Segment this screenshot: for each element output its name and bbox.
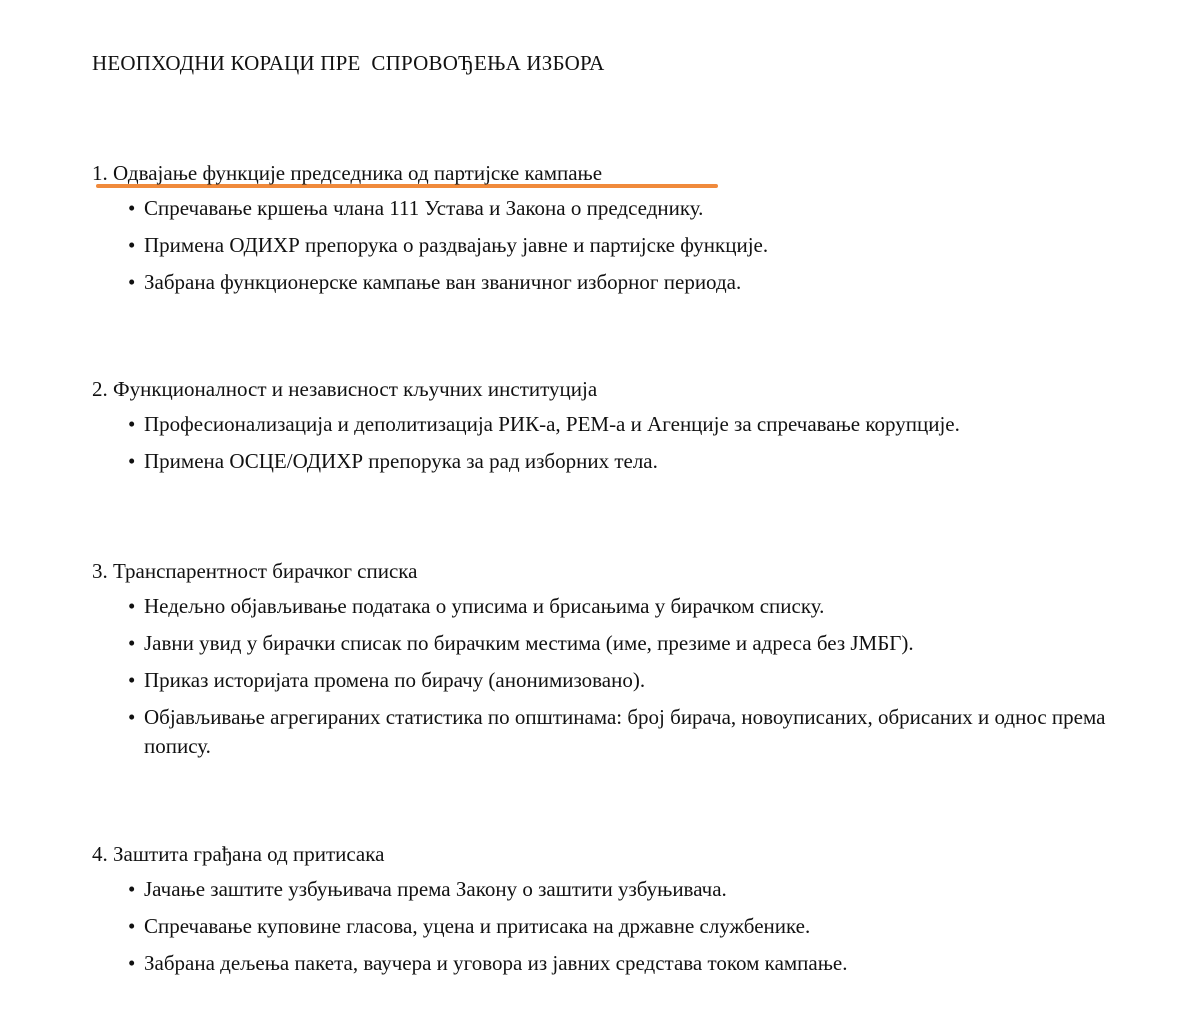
list-item <box>92 443 1172 480</box>
list-item-text: Забрана дељења пакета, ваучера и уговора из јавних средстава током кампање. <box>144 951 848 975</box>
section-4 <box>92 840 1172 982</box>
bullet-icon: • <box>128 668 136 692</box>
list-item <box>92 699 1172 765</box>
bullet-icon: • <box>128 877 136 901</box>
section-heading: 2. Функционалност и независност кључних институција <box>92 377 598 401</box>
list-item <box>92 662 1172 699</box>
section-1 <box>92 159 1172 301</box>
bullet-icon: • <box>128 631 136 655</box>
section-3 <box>92 557 1172 765</box>
bullet-icon: • <box>128 914 136 938</box>
list-item <box>92 264 1172 301</box>
section-heading: 3. Транспарентност бирачког списка <box>92 559 418 583</box>
list-item <box>92 625 1172 662</box>
bullet-list <box>92 406 1172 480</box>
list-item-text: Забрана функционерске кампање ван званичног изборног периода. <box>144 270 742 294</box>
section-2 <box>92 375 1172 480</box>
list-item-text: Недељно објављивање података о уписима и брисањима у бирачком списку. <box>144 594 825 618</box>
section-heading: 1. Одвајање функције председника од партијске кампање <box>92 161 603 185</box>
list-item-text: Спречавање кршења члана 111 Устава и Закона о председнику. <box>144 196 704 220</box>
list-item <box>92 588 1172 625</box>
bullet-icon: • <box>128 196 136 220</box>
document-title: НЕОПХОДНИ КОРАЦИ ПРЕ СПРОВОЂЕЊА ИЗБОРА <box>92 51 605 75</box>
list-item-text: Јавни увид у бирачки списак по бирачким местима (име, презиме и адреса без ЈМБГ). <box>144 631 914 655</box>
bullet-list <box>92 190 1172 301</box>
list-item <box>92 871 1172 908</box>
list-item-text: Примена ОДИХР препорука о раздвајању јавне и партијске функције. <box>144 233 769 257</box>
list-item <box>92 908 1172 945</box>
section-heading: 4. Заштита грађана од притисака <box>92 842 385 866</box>
bullet-icon: • <box>128 412 136 436</box>
list-item-text: Професионализација и деполитизација РИК-а, РЕМ-а и Агенције за спречавање корупције. <box>144 412 960 436</box>
list-item <box>92 406 1172 443</box>
bullet-icon: • <box>128 233 136 257</box>
bullet-icon: • <box>128 951 136 975</box>
list-item <box>92 945 1172 982</box>
list-item-text: Јачање заштите узбуњивача према Закону о заштити узбуњивача. <box>144 877 727 901</box>
list-item <box>92 227 1172 264</box>
list-item-text: Објављивање агрегираних статистика по општинама: број бирача, новоуписаних, обрисаних и однос према попису. <box>144 705 1106 758</box>
list-item-text: Примена ОСЦЕ/ОДИХР препорука за рад изборних тела. <box>144 449 658 473</box>
bullet-icon: • <box>128 449 136 473</box>
bullet-icon: • <box>128 594 136 618</box>
bullet-list <box>92 871 1172 982</box>
bullet-icon: • <box>128 270 136 294</box>
list-item-text: Спречавање куповине гласова, уцена и притисака на државне службенике. <box>144 914 811 938</box>
list-item <box>92 190 1172 227</box>
bullet-icon: • <box>128 705 136 729</box>
list-item-text: Приказ историјата промена по бирачу (анонимизовано). <box>144 668 646 692</box>
bullet-list <box>92 588 1172 765</box>
